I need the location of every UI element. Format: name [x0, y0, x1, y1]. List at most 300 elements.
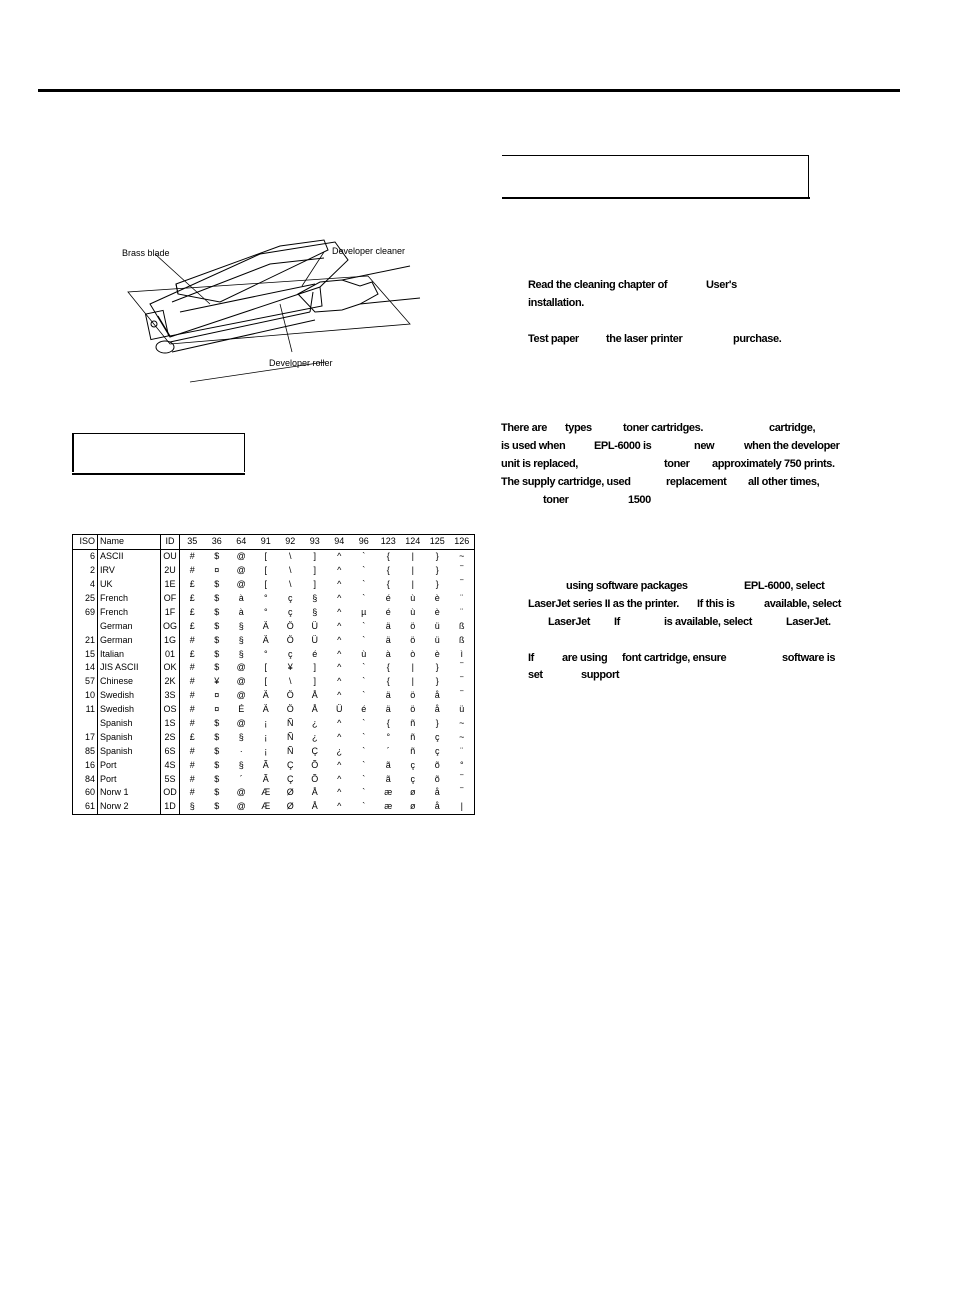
table-cell: # — [189, 662, 195, 673]
table-cell: Ã — [262, 759, 269, 770]
table-cell: £ — [189, 731, 195, 742]
table-cell: | — [411, 551, 414, 562]
table-cell: ñ — [410, 731, 416, 742]
table-cell: ` — [362, 620, 366, 631]
table-row — [73, 549, 475, 563]
table-cell: # — [189, 773, 195, 784]
s2-line3b: toner — [664, 458, 690, 470]
table-cell: ° — [263, 593, 268, 603]
table-cell: 85 — [73, 744, 98, 758]
table-cell: } — [435, 662, 439, 673]
s3-line5a: set — [528, 669, 543, 681]
table-cell: ¿ — [312, 731, 318, 742]
s3-line5b: support — [581, 669, 620, 681]
s3-line3a: LaserJet — [548, 616, 591, 628]
s2-line5a: toner — [543, 494, 569, 506]
table-cell: @ — [236, 787, 246, 798]
table-cell: é — [385, 606, 391, 617]
table-row — [73, 689, 475, 703]
table-cell: é — [361, 704, 367, 715]
s2-line3c: approximately 750 prints. — [712, 458, 835, 470]
s3-line1b: EPL-6000, select — [744, 580, 825, 592]
column-header: 92 — [278, 535, 303, 550]
table-row — [73, 619, 475, 633]
table-cell: Ö — [286, 690, 294, 701]
table-cell: 1G — [161, 633, 180, 647]
column-header: 96 — [352, 535, 377, 550]
s3-line4a: If — [528, 652, 534, 664]
table-cell: Ü — [311, 634, 318, 645]
table-cell: Ç — [287, 773, 294, 784]
table-cell: IRV — [98, 564, 161, 578]
table-cell: ã — [385, 759, 391, 770]
table-cell: 5S — [161, 772, 180, 786]
table-cell: ~ — [450, 549, 475, 563]
table-cell: £ — [189, 593, 195, 603]
table-cell: 2 — [73, 564, 98, 578]
table-cell: Ö — [286, 620, 294, 631]
table-cell: ^ — [337, 551, 342, 562]
table-row — [73, 633, 475, 647]
table-cell: ` — [362, 676, 366, 687]
table-cell: 4 — [73, 578, 98, 592]
s2-line1d: cartridge, — [769, 422, 816, 434]
table-cell: ASCII — [98, 549, 161, 563]
table-cell: 21 — [73, 633, 98, 647]
table-cell: ¿ — [312, 718, 318, 729]
table-cell: 60 — [73, 786, 98, 800]
table-cell: ã — [385, 773, 391, 784]
table-cell: ´ — [239, 773, 243, 784]
table-cell: } — [435, 551, 439, 562]
table-cell: # — [189, 634, 195, 645]
s2-line2b: EPL-6000 is — [594, 440, 652, 452]
column-header: 126 — [450, 535, 475, 550]
table-row — [73, 730, 475, 744]
table-cell: [ — [264, 662, 267, 673]
table-cell: ¤ — [214, 704, 220, 715]
table-cell: ` — [362, 565, 366, 576]
table-row — [73, 647, 475, 661]
table-cell: { — [386, 551, 390, 562]
table-cell: 25 — [73, 592, 98, 606]
table-cell: à — [385, 648, 391, 659]
table-cell: Å — [311, 704, 318, 715]
table-cell: ø — [410, 787, 416, 798]
table-cell: Å — [303, 800, 328, 814]
table-cell: { — [386, 676, 390, 687]
table-cell: ç — [288, 593, 293, 603]
table-cell: ^ — [337, 759, 342, 770]
table-cell: ì — [450, 647, 475, 661]
table-cell: ¡ — [264, 731, 268, 742]
table-cell: ^ — [337, 648, 342, 659]
table-cell: å — [434, 690, 440, 701]
table-cell: Ä — [262, 704, 269, 715]
table-cell: 84 — [73, 772, 98, 786]
s3-line3d: LaserJet. — [786, 616, 831, 628]
table-cell: § — [180, 800, 205, 814]
table-cell: ù — [410, 606, 416, 617]
table-cell: É — [238, 704, 245, 715]
column-header: Name — [98, 535, 161, 550]
table-cell: Å — [311, 690, 318, 701]
table-cell: ] — [313, 579, 316, 590]
table-cell: $ — [214, 731, 220, 742]
table-cell: ] — [313, 551, 316, 562]
table-cell: ^ — [337, 606, 342, 617]
table-cell: à — [238, 593, 244, 603]
s3-line2a: LaserJet series II as the printer. — [528, 598, 679, 610]
table-cell: Spanish — [98, 744, 161, 758]
table-cell: | — [411, 676, 414, 687]
table-cell: ` — [362, 745, 366, 756]
table-cell: 10 — [73, 689, 98, 703]
table-cell: Ç — [287, 759, 294, 770]
table-cell: · — [239, 745, 243, 756]
table-cell: ° — [263, 606, 268, 617]
table-cell: Æ — [261, 787, 271, 798]
column-header: 36 — [205, 535, 230, 550]
table-cell: Ã — [262, 773, 269, 784]
table-cell: { — [386, 579, 390, 590]
table-cell: OK — [161, 661, 180, 675]
table-cell: ` — [352, 800, 377, 814]
s2-line2d: when the developer — [744, 440, 840, 452]
table-cell: § — [238, 731, 244, 742]
table-cell: @ — [236, 551, 246, 562]
table-cell: $ — [214, 593, 220, 603]
table-row — [73, 703, 475, 717]
s2-line5b: 1500 — [628, 494, 651, 506]
table-cell: ^ — [337, 787, 342, 798]
table-cell: 6 — [73, 549, 98, 563]
table-cell: 2U — [161, 564, 180, 578]
s3-line4d: software is — [782, 652, 836, 664]
table-cell: ‾ — [450, 564, 475, 578]
table-cell: Chinese — [98, 675, 161, 689]
table-row — [73, 744, 475, 758]
table-cell: @ — [236, 718, 246, 729]
table-cell: è — [434, 593, 440, 603]
table-cell: à — [238, 606, 244, 617]
table-cell: å — [434, 704, 440, 715]
table-cell: ‾ — [450, 578, 475, 592]
table-cell: $ — [214, 579, 220, 590]
table-cell: $ — [214, 648, 220, 659]
table-cell: Ñ — [287, 745, 294, 756]
table-row — [73, 661, 475, 675]
table-cell: ‾ — [450, 689, 475, 703]
table-cell: ¥ — [214, 676, 220, 687]
table-cell: õ — [434, 773, 440, 784]
table-cell: è — [434, 606, 440, 617]
table-cell: ç — [288, 648, 293, 659]
table-cell: æ — [384, 787, 393, 798]
table-cell: } — [435, 676, 439, 687]
table-cell: $ — [214, 745, 220, 756]
table-cell: @ — [236, 676, 246, 687]
table-cell: 57 — [73, 675, 98, 689]
table-cell: @ — [236, 690, 246, 701]
table-cell: Æ — [254, 800, 279, 814]
developer-unit-illustration — [110, 232, 430, 392]
table-cell: Ç — [311, 745, 318, 756]
table-cell: 2S — [161, 730, 180, 744]
table-cell: [ — [264, 565, 267, 576]
table-cell: 4S — [161, 758, 180, 772]
table-cell: ] — [313, 565, 316, 576]
table-cell — [73, 717, 98, 731]
table-cell: § — [312, 593, 318, 603]
table-cell: ^ — [327, 800, 352, 814]
table-row — [73, 592, 475, 606]
table-cell: \ — [288, 579, 292, 590]
table-cell: OF — [161, 592, 180, 606]
table-cell: ^ — [337, 634, 342, 645]
table-cell: ç — [288, 606, 293, 617]
table-cell: | — [411, 579, 414, 590]
table-cell: | — [411, 565, 414, 576]
s1-line3a: Test paper — [528, 333, 579, 345]
s2-line4c: all other times, — [748, 476, 820, 488]
table-cell: £ — [189, 579, 195, 590]
table-cell: # — [189, 759, 195, 770]
table-row — [73, 675, 475, 689]
table-row — [73, 800, 475, 814]
table-cell: $ — [214, 551, 220, 562]
table-cell: ^ — [337, 690, 342, 701]
table-cell: ` — [362, 718, 366, 729]
table-cell: Swedish — [98, 703, 161, 717]
table-cell: 14 — [73, 661, 98, 675]
table-cell: 1F — [161, 605, 180, 619]
s3-line4b: are using — [562, 652, 608, 664]
table-cell: ¨ — [450, 605, 475, 619]
table-cell: # — [189, 690, 195, 701]
table-cell: § — [238, 648, 244, 659]
table-cell: Ü — [311, 620, 318, 631]
table-cell: é — [385, 593, 391, 603]
column-header: 94 — [327, 535, 352, 550]
right-heading-box — [502, 155, 809, 197]
table-cell: Port — [98, 758, 161, 772]
table-cell: German — [98, 619, 161, 633]
table-cell: | — [411, 662, 414, 673]
table-cell: Spanish — [98, 730, 161, 744]
table-cell: ~ — [450, 717, 475, 731]
table-cell: Õ — [311, 773, 319, 784]
table-cell: ´ — [386, 745, 390, 756]
table-cell: ‾ — [450, 786, 475, 800]
table-cell: Ø — [278, 800, 303, 814]
table-cell: ] — [313, 676, 316, 687]
table-cell: ö — [410, 704, 416, 715]
table-cell: Õ — [311, 759, 319, 770]
s2-line2a: is used when — [501, 440, 566, 452]
table-cell: OD — [161, 786, 180, 800]
column-header: 125 — [425, 535, 450, 550]
table-cell: OU — [161, 549, 180, 563]
table-cell: $ — [214, 718, 220, 729]
table-cell: Ö — [286, 634, 294, 645]
table-cell: ^ — [337, 593, 342, 603]
table-cell: å — [425, 800, 450, 814]
table-cell: ä — [385, 620, 391, 631]
table-cell: £ — [189, 648, 195, 659]
table-cell: ù — [361, 648, 367, 659]
table-cell: ä — [385, 634, 391, 645]
s2-line4b: replacement — [666, 476, 727, 488]
table-cell: ` — [362, 662, 366, 673]
table-row — [73, 578, 475, 592]
table-cell: # — [189, 787, 195, 798]
s1-line3c: purchase. — [733, 333, 782, 345]
table-cell: ¨ — [450, 744, 475, 758]
table-cell: $ — [214, 620, 220, 631]
table-cell: 1D — [161, 800, 180, 814]
s1-line1a: Read the cleaning chapter of — [528, 279, 668, 291]
table-cell: German — [98, 633, 161, 647]
table-cell: Ñ — [287, 731, 294, 742]
table-cell: ç — [410, 759, 415, 770]
table-cell: ß — [450, 619, 475, 633]
column-header: ID — [161, 535, 180, 550]
table-cell: Norw 2 — [98, 800, 161, 814]
s2-line1a: There are — [501, 422, 547, 434]
table-cell: Ü — [336, 704, 343, 715]
table-cell: £ — [189, 606, 195, 617]
table-cell: 69 — [73, 605, 98, 619]
s2-line3a: unit is replaced, — [501, 458, 578, 470]
s2-line4a: The supply cartridge, used — [501, 476, 631, 488]
table-cell: # — [189, 718, 195, 729]
table-cell: { — [386, 718, 390, 729]
table-cell: JIS ASCII — [98, 661, 161, 675]
table-row — [73, 717, 475, 731]
table-cell: ‾ — [450, 675, 475, 689]
table-cell: @ — [229, 800, 254, 814]
table-cell: # — [189, 745, 195, 756]
table-cell: Å — [311, 787, 318, 798]
table-cell: ù — [410, 593, 416, 603]
column-header: 93 — [303, 535, 328, 550]
table-cell: @ — [236, 579, 246, 590]
table-cell: Spanish — [98, 717, 161, 731]
table-cell: ° — [386, 731, 391, 742]
table-cell: Swedish — [98, 689, 161, 703]
table-cell: ¥ — [287, 662, 293, 673]
table-cell: # — [189, 551, 195, 562]
character-set-table — [72, 534, 475, 815]
label-developer-roller: Developer roller — [269, 358, 333, 368]
table-cell: French — [98, 605, 161, 619]
table-cell: [ — [264, 676, 267, 687]
table-cell: Ö — [286, 704, 294, 715]
column-header: 123 — [376, 535, 401, 550]
table-cell: ç — [410, 773, 415, 784]
table-cell: # — [189, 565, 195, 576]
table-cell: ^ — [337, 676, 342, 687]
table-cell: 3S — [161, 689, 180, 703]
s2-line2c: new — [694, 440, 715, 452]
table-row — [73, 786, 475, 800]
s1-line1b: User's — [706, 279, 737, 291]
table-cell: \ — [288, 551, 292, 562]
table-cell: ü — [450, 703, 475, 717]
table-cell: ñ — [410, 718, 416, 729]
table-cell: [ — [264, 579, 267, 590]
table-cell: | — [450, 800, 475, 814]
table-cell: ¡ — [264, 745, 268, 756]
table-cell: @ — [236, 565, 246, 576]
table-cell: æ — [376, 800, 401, 814]
table-cell: ^ — [337, 579, 342, 590]
right-heading-underline — [502, 197, 810, 199]
s3-line3b: If — [614, 616, 620, 628]
table-cell: Port — [98, 772, 161, 786]
table-cell: ò — [410, 648, 416, 659]
s3-line4c: font cartridge, ensure — [622, 652, 727, 664]
table-cell: ¨ — [450, 592, 475, 606]
column-header: 64 — [229, 535, 254, 550]
table-cell: ` — [362, 690, 366, 701]
table-cell: ` — [362, 759, 366, 770]
table-cell: Ä — [262, 690, 269, 701]
table-cell: ß — [450, 633, 475, 647]
table-cell: ö — [410, 634, 416, 645]
table-cell: $ — [214, 634, 220, 645]
table-cell: õ — [434, 759, 440, 770]
table-cell: [ — [264, 551, 267, 562]
table-cell: £ — [189, 620, 195, 631]
table-cell: \ — [288, 676, 292, 687]
label-brass-blade: Brass blade — [122, 248, 170, 258]
s3-line2b: If this is — [697, 598, 735, 610]
table-cell: 2K — [161, 675, 180, 689]
column-header: 91 — [254, 535, 279, 550]
table-cell: ^ — [337, 662, 342, 673]
table-cell: ° — [450, 758, 475, 772]
table-cell: ¤ — [214, 565, 220, 576]
table-cell: 15 — [73, 647, 98, 661]
table-cell: ] — [313, 662, 316, 673]
table-cell: ñ — [410, 745, 416, 756]
table-cell: ` — [362, 787, 366, 798]
table-cell: Ø — [286, 787, 294, 798]
table-cell: OG — [161, 619, 180, 633]
table-cell: $ — [214, 759, 220, 770]
table-cell: } — [435, 718, 439, 729]
table-cell: ø — [401, 800, 426, 814]
table-cell: $ — [214, 662, 220, 673]
left-heading-underline — [72, 473, 245, 475]
label-developer-cleaner: Developer cleaner — [332, 246, 406, 256]
table-cell: ü — [434, 634, 440, 645]
table-cell: ^ — [337, 731, 342, 742]
table-cell: Norw 1 — [98, 786, 161, 800]
table-cell: ^ — [337, 565, 342, 576]
table-cell: 6S — [161, 744, 180, 758]
table-cell: ` — [362, 773, 366, 784]
table-cell: ‾ — [450, 661, 475, 675]
table-cell: 17 — [73, 730, 98, 744]
table-cell: ¡ — [264, 718, 268, 729]
table-cell: ^ — [337, 718, 342, 729]
table-cell: µ — [361, 606, 367, 617]
table-cell: ü — [434, 620, 440, 631]
table-cell: ‾ — [450, 772, 475, 786]
